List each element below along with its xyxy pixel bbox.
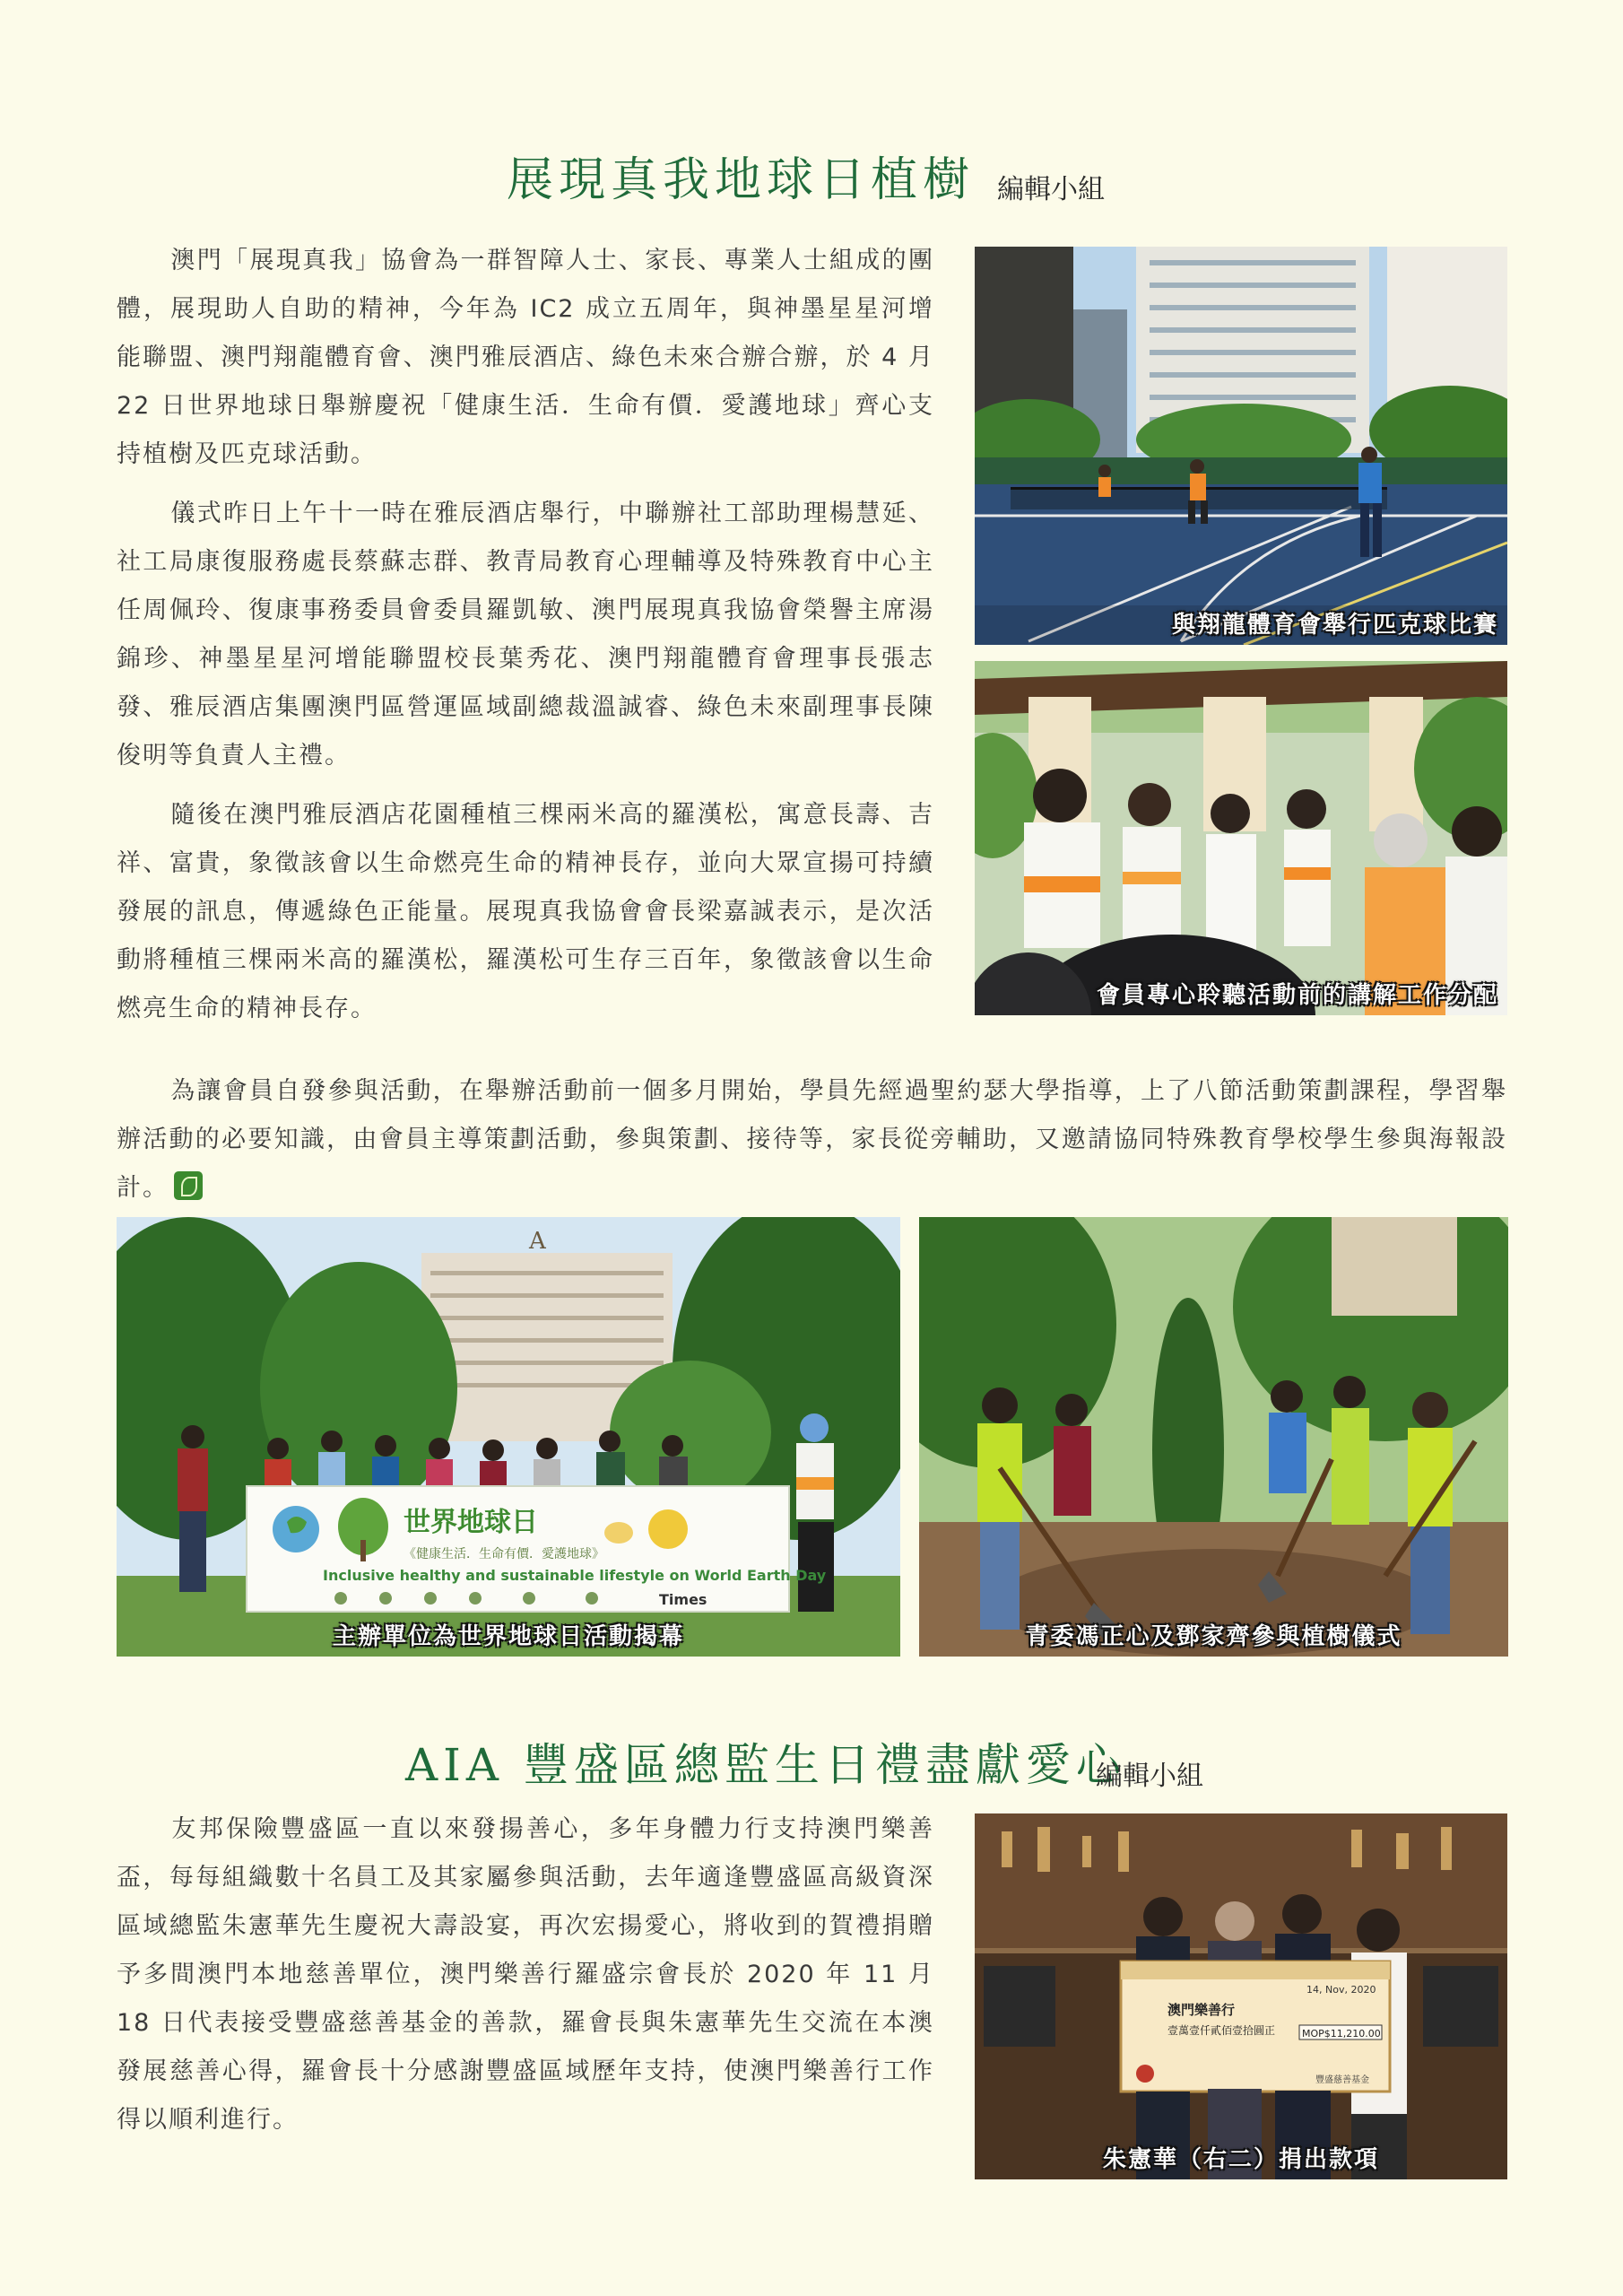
photo-briefing-caption: 會員專心聆聽活動前的講解工作分配 — [1096, 982, 1498, 1009]
cheque-signatory: 豐盛慈善基金 — [1315, 2075, 1369, 2085]
banner-title: 世界地球日 — [404, 1507, 538, 1538]
article1-paragraph-4: 為讓會員自發參與活動，在舉辦活動前一個多月開始，學員先經過聖約瑟大學指導，上了八節活動策劃課程，學習舉辦活動的必要知識，由會員主導策劃活動，參與策劃、接待等，家長從旁輔助，又邀請協同特殊教育學校學生參與海報設計。 — [117, 1077, 1507, 1202]
cheque-date: 14, Nov, 2020 — [1306, 1984, 1376, 1996]
article2-title: AIA 豐盛區總監生日禮盡獻愛心 — [405, 1739, 1126, 1791]
article1-byline: 編輯小組 — [997, 174, 1105, 205]
photo-banner-caption: 主辦單位為世界地球日活動揭幕 — [332, 1623, 685, 1650]
article1-title: 展現真我地球日植樹 — [507, 153, 976, 207]
photo-cheque-caption: 朱憲華（右二）捐出款項 — [1102, 2146, 1380, 2173]
photo-earth-day-banner — [117, 1217, 900, 1657]
article1-column-text — [117, 237, 934, 1033]
banner-english: Inclusive healthy and sustainable lifestyle on World Earth Day — [323, 1567, 827, 1584]
banner-subtitle: 《健康生活．生命有價．愛護地球》 — [404, 1547, 604, 1561]
photo-cheque-donation — [975, 1813, 1507, 2179]
hotel-sign: A — [529, 1228, 546, 1255]
cheque-amount: MOP$11,210.00 — [1302, 2028, 1381, 2039]
article1-paragraph-2: 儀式昨日上午十一時在雅辰酒店舉行，中聯辦社工部助理楊慧延、社工局康復服務處長蔡蘇志群、教青局教育心理輔導及特殊教育中心主任周佩玲、復康事務委員會委員羅凱敏、澳門展現真我協會榮譽主席湯錦珍、神墨星星河增能聯盟校長葉秀花、澳門翔龍體育會理事長張志發、雅辰酒店集團澳門區營運區域副總裁溫誠睿、綠色未來副理事長陳俊明等負責人主禮。 — [117, 500, 934, 770]
leaf-icon — [174, 1171, 203, 1200]
photo-pickleball-caption: 與翔龍體育會舉行匹克球比賽 — [1171, 612, 1498, 639]
article1-paragraph-3: 隨後在澳門雅辰酒店花園種植三棵兩米高的羅漢松，寓意長壽、吉祥、富貴，象徵該會以生命燃亮生命的精神長存，並向大眾宣揚可持續發展的訊息，傳遞綠色正能量。展現真我協會會長梁嘉誠表示，是次活動將種植三棵兩米高的羅漢松，羅漢松可生存三百年，象徵該會以生命燃亮生命的精神長存。 — [117, 801, 934, 1022]
photo-pickleball-match — [975, 247, 1507, 645]
photo-tree-planting — [919, 1217, 1508, 1657]
photo-members-briefing — [975, 661, 1507, 1015]
article1-paragraph-1: 澳門「展現真我」協會為一群智障人士、家長、專業人士組成的團體，展現助人自助的精神，今年為 IC2 成立五周年，與神墨星星河增能聯盟、澳門翔龍體育會、澳門雅辰酒店、綠色未來合辦合辦，於 4 月 22 日世界地球日舉辦慶祝「健康生活．生命有價．愛護地球」齊心支持植樹及匹克球活動。 — [117, 247, 934, 468]
article2-byline: 編輯小組 — [1096, 1761, 1203, 1792]
cheque-amount-words: 壹萬壹仟貳佰壹拾圓正 — [1167, 2024, 1276, 2037]
banner-sponsor: Times — [659, 1591, 707, 1608]
photo-planting-caption: 青委馮正心及鄧家齊參與植樹儀式 — [1025, 1623, 1402, 1650]
article2-paragraph: 友邦保險豐盛區一直以來發揚善心，多年身體力行支持澳門樂善盃，每每組織數十名員工及其家屬參與活動，去年適逢豐盛區高級資深區域總監朱憲華先生慶祝大壽設宴，再次宏揚愛心，將收到的賀禮捐贈予多間澳門本地慈善單位，澳門樂善行羅盛宗會長於 2020 年 11 月 18 日代表接受豐盛慈善基金的善款，羅會長與朱憲華先生交流在本澳發展慈善心得，羅會長十分感謝豐盛區域歷年支持，使澳門樂善行工作得以順利進行。 — [117, 1815, 934, 2134]
cheque-payee: 澳門樂善行 — [1167, 2002, 1236, 2018]
